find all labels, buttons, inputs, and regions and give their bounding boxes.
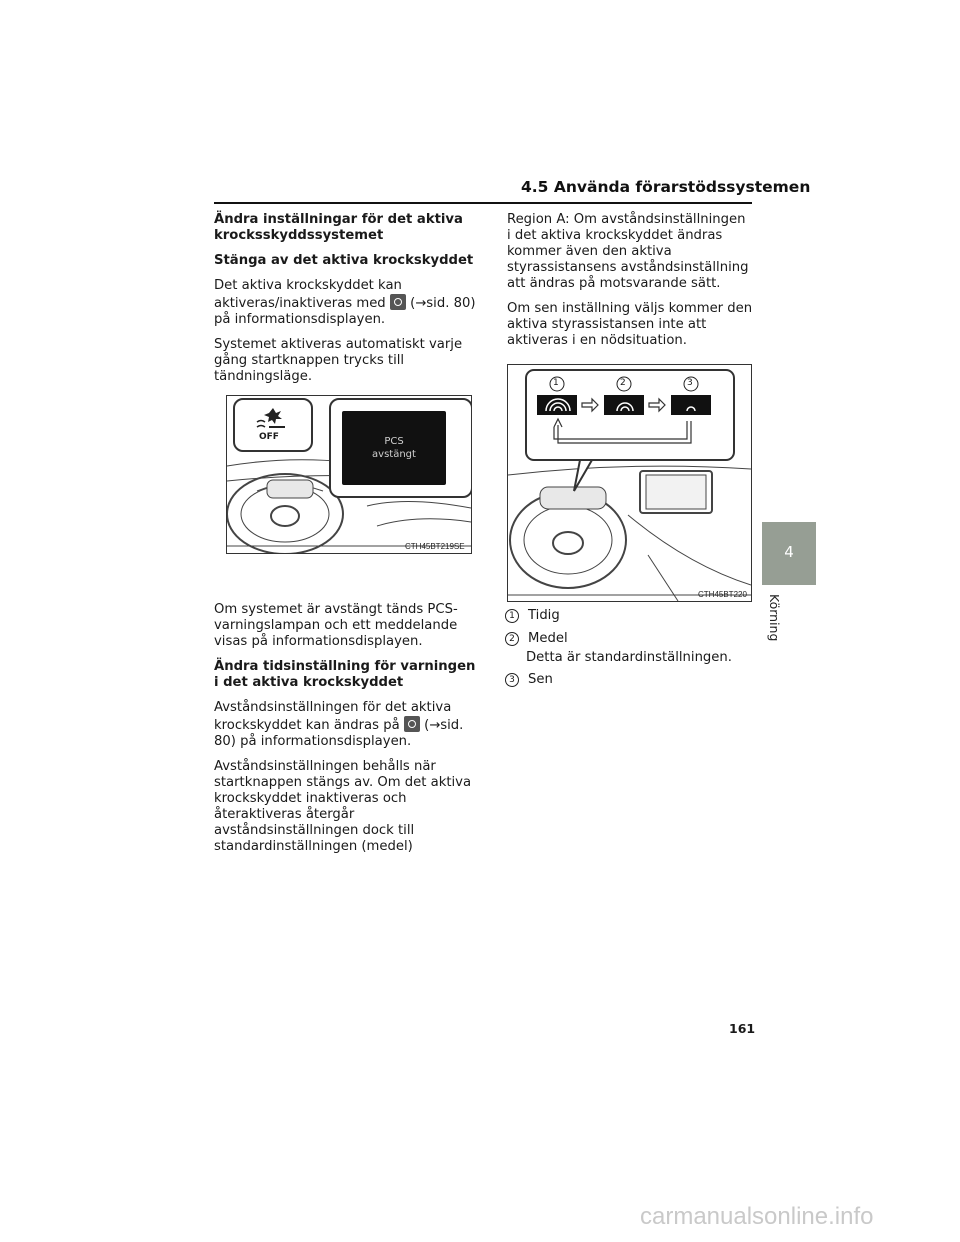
info-display [342, 411, 446, 485]
legend-label: Sen [528, 672, 553, 687]
off-label: OFF [259, 432, 279, 442]
figure-code: CTH45BT219SE [405, 542, 465, 551]
legend-item-late [505, 672, 553, 688]
paragraph-distance-b: (→sid. 80) på informationsdisplayen. [214, 718, 464, 749]
page-number: 161 [729, 1021, 756, 1036]
paragraph-late-setting: Om sen inställning väljs kommer den aktiva styrassistansen inte att aktiveras i en nödsituation. [507, 301, 753, 348]
figure-code: CTH45BT220 [698, 590, 747, 599]
paragraph-toggle [214, 278, 476, 328]
figure-label-1: 1 [553, 378, 559, 388]
pcs-indicator-callout [233, 398, 313, 452]
chapter-number: 4 [784, 543, 794, 561]
legend-label: Tidig [528, 608, 560, 623]
legend-item-early [505, 608, 560, 624]
paragraph-auto-activate: Systemet aktiveras automatiskt varje gång startknappen trycks till tändningsläge. [214, 337, 463, 384]
paragraph-region-a: Region A: Om avståndsinställningen i det aktiva krockskyddet ändras kommer även den aktiva styrassistansens avståndsinställning att ändras på motsvarande sätt. [507, 212, 749, 291]
settings-icon [390, 294, 406, 310]
paragraph-setting-retained: Avståndsinställningen behålls när startknappen stängs av. Om det aktiva krockskyddet inaktiveras och återaktiveras återgår avståndsinställningen dock till standardinställningen (medel) [214, 759, 472, 854]
settings-icon [404, 716, 420, 732]
section-header: 4.5 Använda förarstödssystemen [521, 178, 811, 196]
legend-number: 1 [505, 609, 519, 623]
figure-timing-settings [507, 364, 752, 602]
paragraph-warning-lamp: Om systemet är avstängt tänds PCS-varningslampan och ett meddelande visas på informationsdisplayen. [214, 602, 458, 649]
heading-change-settings: Ändra inställningar för det aktiva krocksskyddssystemet [214, 212, 463, 243]
heading-timing: Ändra tidsinställning för varningen i det aktiva krockskyddet [214, 659, 476, 690]
legend-item-medium [505, 631, 568, 647]
figure-pcs-off [226, 395, 472, 554]
pcs-off-icon [235, 400, 311, 450]
legend-label: Medel [528, 631, 568, 646]
header-rule [214, 202, 752, 204]
legend-default-note: Detta är standardinställningen. [526, 650, 732, 665]
paragraph-toggle-a: Det aktiva krockskyddet kan aktiveras/inaktiveras med [214, 278, 402, 311]
heading-turn-off: Stänga av det aktiva krockskyddet [214, 253, 474, 268]
paragraph-distance-setting [214, 700, 476, 750]
figure-label-3: 3 [687, 378, 693, 388]
screen-line-2: avstängt [372, 449, 416, 460]
paragraph-toggle-b: (→sid. 80) på informationsdisplayen. [214, 296, 476, 327]
legend-number: 3 [505, 673, 519, 687]
screen-line-1: PCS [384, 436, 404, 447]
timing-illustration [508, 365, 751, 601]
legend-number: 2 [505, 632, 519, 646]
watermark: carmanualsonline.info [640, 1203, 874, 1230]
chapter-label: Körning [767, 594, 782, 642]
right-column [507, 212, 753, 358]
figure-label-2: 2 [620, 378, 626, 388]
paragraph-distance-a: Avståndsinställningen för det aktiva krockskyddet kan ändras på [214, 700, 452, 733]
